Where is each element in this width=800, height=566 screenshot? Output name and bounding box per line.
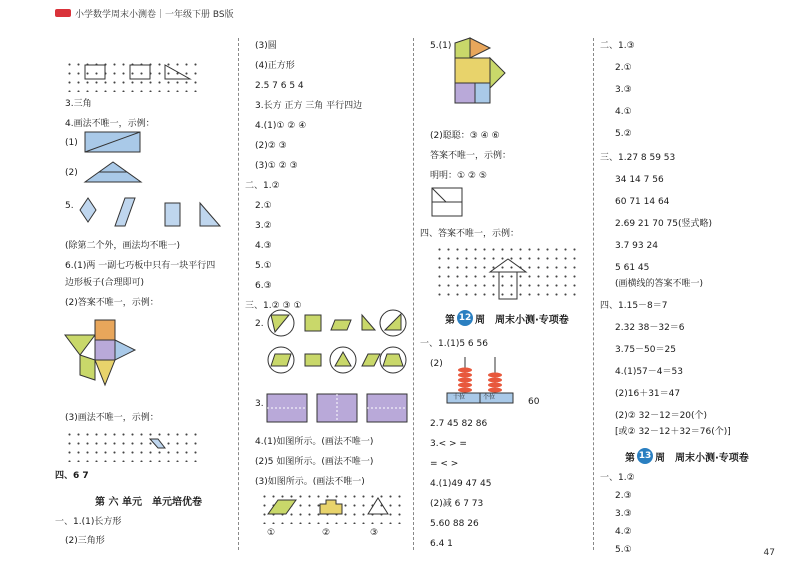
unit-title-text: 第 六 单元 单元培优卷 — [95, 497, 202, 508]
answer-line: 5. — [65, 201, 74, 211]
answer-line: (3)如图所示。(画法不唯一) — [255, 477, 365, 487]
answer-line: 三、1.② ③ ① — [245, 301, 302, 311]
page-header — [55, 6, 234, 20]
answer-line: 二、1.② — [245, 181, 280, 191]
figure-caption: ② — [322, 528, 331, 538]
answer-line: 34 14 7 56 — [615, 175, 664, 185]
answer-line: 3.7 93 24 — [615, 241, 658, 251]
answer-line: 2.7 45 82 86 — [430, 419, 488, 429]
answer-line: 2.① — [255, 201, 272, 211]
answer-line: 5.② — [615, 129, 632, 139]
answer-line: (2)聪聪：③ ④ ⑥ — [430, 131, 500, 141]
figure-caption: ③ — [370, 528, 379, 538]
week-number-badge: 12 — [457, 310, 473, 326]
answer-line: 3.< > = — [430, 439, 467, 449]
answer-line: 四、6 7 — [55, 471, 89, 481]
answer-line: 2. — [255, 319, 264, 329]
answer-line: 3.三角 — [65, 99, 92, 109]
answer-line: 4.(1)① ② ④ — [255, 121, 307, 131]
answer-line: 3.长方 正方 三角 平行四边 — [255, 101, 363, 111]
abacus-ten-label: 十位 — [453, 394, 466, 401]
answer-line: 一、1.(1)长方形 — [55, 517, 122, 527]
answer-line: (画横线的答案不唯一) — [615, 279, 704, 289]
answer-line: (3)圆 — [255, 41, 277, 51]
answer-line: 3.② — [255, 221, 272, 231]
answer-line: (3)① ② ③ — [255, 161, 298, 171]
answer-line: (2) — [430, 359, 443, 369]
answer-line: (2) — [65, 168, 78, 178]
circled-shapes-figure — [267, 310, 407, 380]
grid-drawings-figure — [260, 492, 410, 526]
column-divider — [593, 38, 594, 550]
answer-line: 二、1.③ — [600, 41, 635, 51]
header-title: 小学数学周末小测卷｜一年级下册 BS版 — [75, 9, 234, 20]
grid-drawing-figure — [435, 245, 585, 305]
abacus-value: 60 — [528, 397, 540, 407]
column-divider — [238, 38, 239, 550]
answer-line: (2)减 6 7 73 — [430, 499, 484, 509]
answer-line: 4.(1)57－4＝53 — [615, 367, 683, 377]
answer-line: 5.① — [255, 261, 272, 271]
answer-line: 3.75－50＝25 — [615, 345, 676, 355]
answer-line: 边形板子(合理即可) — [65, 278, 145, 288]
answer-line: 三、1.27 8 59 53 — [600, 153, 676, 163]
answer-line: 4.① — [615, 107, 632, 117]
folded-paper-figure — [267, 394, 407, 426]
answer-line: 明明：① ② ⑤ — [430, 171, 487, 181]
answer-line: (除第二个外，画法均不唯一) — [65, 241, 181, 251]
answer-column-1 — [55, 20, 235, 558]
answer-line: 6.(1)两 一副七巧板中只有一块平行四 — [65, 261, 216, 271]
week-title-text: 周 周末小测·专项卷 — [475, 314, 569, 326]
page-number: 47 — [763, 548, 775, 558]
answer-line: 5.① — [615, 545, 632, 555]
answer-line: 3. — [255, 399, 264, 409]
answer-line: (3)画法不唯一，示例： — [65, 413, 159, 423]
answer-line: 4.② — [615, 527, 632, 537]
answer-line: 一、1.② — [600, 473, 635, 483]
answer-line: 3.③ — [615, 85, 632, 95]
answer-line: 2.69 21 70 75(竖式略) — [615, 219, 713, 229]
week-number-badge: 13 — [637, 448, 653, 464]
answer-line: (2)答案不唯一，示例： — [65, 298, 159, 308]
column-divider — [413, 38, 414, 550]
answer-line: (2)16＋31＝47 — [615, 389, 681, 399]
answer-line: 2.5 7 6 5 4 — [255, 81, 304, 91]
answer-column-2 — [245, 20, 410, 558]
answer-line: 2.① — [615, 63, 632, 73]
figure-caption: ① — [267, 528, 276, 538]
answer-line: 一、1.(1)5 6 56 — [420, 339, 488, 349]
week-title — [445, 310, 569, 326]
unit-title — [95, 493, 202, 508]
answer-line: 4.(1)如图所示。(画法不唯一) — [255, 437, 374, 447]
answer-line: (4)正方形 — [255, 61, 295, 71]
answer-line: (2)② ③ — [255, 141, 287, 151]
answer-line: 4.画法不唯一，示例： — [65, 119, 155, 129]
week-title-prefix: 第 — [445, 314, 455, 326]
answer-line: 3.③ — [615, 509, 632, 519]
answer-line: 5.(1) — [430, 41, 452, 51]
answer-line: 5.60 88 26 — [430, 519, 479, 529]
week-title-text: 周 周末小测·专项卷 — [655, 452, 749, 464]
abacus-one-label: 个位 — [483, 394, 496, 401]
answer-line: 4.③ — [255, 241, 272, 251]
answer-line: 2.③ — [615, 491, 632, 501]
answer-line: 4.(1)49 47 45 — [430, 479, 492, 489]
answer-column-4 — [600, 20, 790, 558]
answer-column-3 — [420, 20, 590, 558]
answer-line: (1) — [65, 138, 78, 148]
drawn-shapes — [55, 20, 235, 480]
split-square-figure — [432, 188, 472, 218]
answer-line: (2)5 如图所示。(画法不唯一) — [255, 457, 374, 467]
answer-line: 2.32 38－32＝6 — [615, 323, 685, 333]
week-title — [625, 448, 749, 464]
answer-line: = < > — [430, 459, 459, 469]
answer-line: 四、1.15－8＝7 — [600, 301, 668, 311]
answer-line: 6.4 1 — [430, 539, 453, 549]
answer-line: (2)② 32－12＝20(个) — [615, 411, 708, 421]
answer-line: 答案不唯一，示例： — [430, 151, 512, 161]
brand-logo-icon — [55, 9, 71, 17]
answer-line: (2)三角形 — [65, 536, 105, 546]
answer-line: 四、答案不唯一，示例： — [420, 229, 520, 239]
week-title-prefix: 第 — [625, 452, 635, 464]
answer-line: 60 71 14 64 — [615, 197, 670, 207]
answer-line: 5 61 45 — [615, 263, 650, 273]
tangram-house-figure — [450, 38, 510, 128]
answer-line: 6.③ — [255, 281, 272, 291]
answer-line: [或② 32－12＋32＝76(个)] — [615, 427, 731, 437]
